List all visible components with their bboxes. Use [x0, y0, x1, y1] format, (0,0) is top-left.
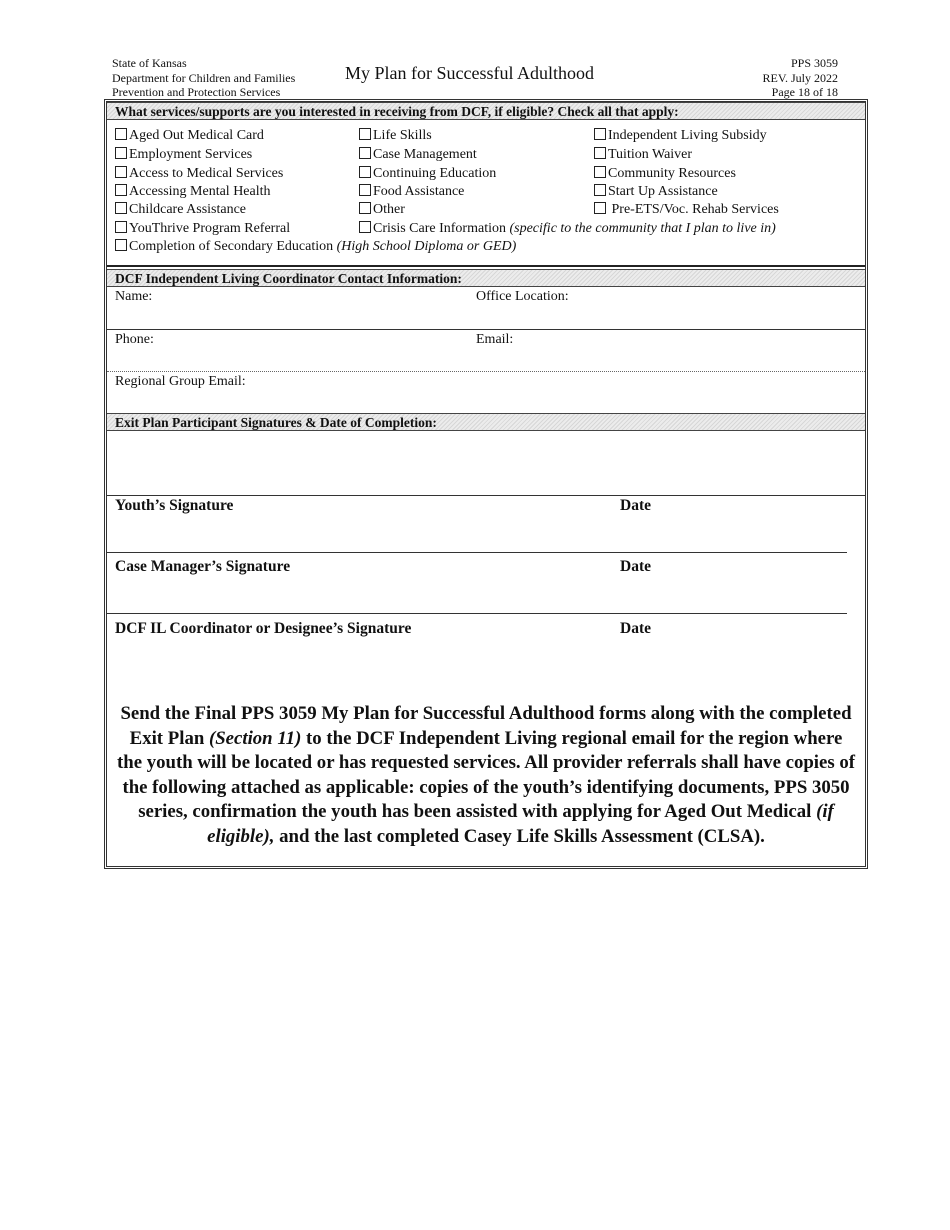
document-title: My Plan for Successful Adulthood — [345, 63, 594, 83]
youth-date-label: Date — [620, 497, 651, 514]
checkbox-box[interactable] — [594, 128, 606, 140]
checkbox-access-medical-services[interactable]: Access to Medical Services — [115, 165, 283, 182]
checkbox-box[interactable] — [594, 202, 606, 214]
checkbox-start-up-assistance[interactable]: Start Up Assistance — [594, 183, 718, 200]
checkbox-continuing-education[interactable]: Continuing Education — [359, 165, 496, 182]
checkbox-pre-ets-voc-rehab[interactable]: Pre-ETS/Voc. Rehab Services — [594, 201, 779, 218]
case-manager-date-label: Date — [620, 558, 651, 575]
signatures-heading: Exit Plan Participant Signatures & Date of Completion: — [107, 413, 865, 431]
checkbox-case-management[interactable]: Case Management — [359, 146, 477, 163]
coordinator-date-label: Date — [620, 620, 651, 637]
section-divider — [107, 265, 865, 267]
checkbox-community-resources[interactable]: Community Resources — [594, 165, 736, 182]
checkbox-employment-services[interactable]: Employment Services — [115, 146, 252, 163]
case-manager-signature-line — [107, 552, 847, 553]
checkbox-box[interactable] — [115, 128, 127, 140]
checkbox-box[interactable] — [115, 166, 127, 178]
checkbox-secondary-education[interactable]: Completion of Secondary Education (High School Diploma or GED) — [115, 238, 516, 255]
youth-signature-label: Youth’s Signature — [115, 497, 234, 514]
coordinator-heading: DCF Independent Living Coordinator Contact Information: — [107, 269, 865, 287]
checkbox-box[interactable] — [115, 147, 127, 159]
checkbox-box[interactable] — [115, 221, 127, 233]
checkbox-youthrive-referral[interactable]: YouThrive Program Referral — [115, 220, 290, 237]
row-divider — [107, 371, 865, 372]
department-label: Department for Children and Families — [112, 70, 296, 85]
form-number: PPS 3059 — [790, 56, 838, 70]
coordinator-signature-line — [107, 613, 847, 614]
name-field-label: Name: — [115, 289, 153, 304]
checkbox-box[interactable] — [594, 147, 606, 159]
checkbox-box[interactable] — [359, 166, 371, 178]
submission-instructions: Send the Final PPS 3059 My Plan for Successful Adulthood forms along with the completed Exit Plan (Section 11) to the DCF Independent Living regional email for the region where the youth will be located or has requested services. All provider referrals shall have copies of the following attached as applicable: copies of the youth’s identifying documents, PPS 3050 series, confirmation the youth has been assisted with applying for Aged Out Medical (if eligible), and the last completed Casey Life Skills Assessment (CLSA). — [117, 703, 855, 847]
checkbox-life-skills[interactable]: Life Skills — [359, 127, 432, 144]
checkbox-box[interactable] — [359, 147, 371, 159]
checkbox-box[interactable] — [359, 221, 371, 233]
case-manager-signature-label: Case Manager’s Signature — [115, 558, 291, 575]
checkbox-tuition-waiver[interactable]: Tuition Waiver — [594, 146, 692, 163]
row-divider — [107, 329, 865, 330]
youth-signature-line — [107, 495, 865, 496]
checkbox-box[interactable] — [359, 184, 371, 196]
division-label: Prevention and Protection Services — [112, 85, 281, 99]
office-location-label: Office Location: — [476, 289, 569, 304]
checkbox-independent-living-subsidy[interactable]: Independent Living Subsidy — [594, 127, 767, 144]
checkbox-aged-out-medical-card[interactable]: Aged Out Medical Card — [115, 127, 264, 144]
form-frame — [104, 99, 868, 869]
form-info — [763, 56, 838, 100]
checkbox-childcare-assistance[interactable]: Childcare Assistance — [115, 201, 246, 218]
page-number: Page 18 of 18 — [771, 85, 838, 99]
regional-email-label: Regional Group Email: — [115, 374, 246, 389]
services-heading: What services/supports are you interested in receiving from DCF, if eligible? Check all that apply: — [107, 102, 865, 120]
checkbox-box[interactable] — [594, 166, 606, 178]
agency-header — [112, 56, 295, 100]
email-field-label: Email: — [476, 332, 514, 347]
checkbox-crisis-care-information[interactable]: Crisis Care Information (specific to the community that I plan to live in) — [359, 220, 776, 237]
checkbox-box[interactable] — [115, 184, 127, 196]
checkbox-other[interactable]: Other — [359, 201, 405, 218]
checkbox-box[interactable] — [359, 128, 371, 140]
form-revision: REV. July 2022 — [762, 70, 838, 85]
checkbox-box[interactable] — [359, 202, 371, 214]
checkbox-box[interactable] — [115, 239, 127, 251]
checkbox-food-assistance[interactable]: Food Assistance — [359, 183, 464, 200]
checkbox-box[interactable] — [115, 202, 127, 214]
checkbox-accessing-mental-health[interactable]: Accessing Mental Health — [115, 183, 271, 200]
state-label: State of Kansas — [112, 56, 187, 70]
checkbox-box[interactable] — [594, 184, 606, 196]
phone-field-label: Phone: — [115, 332, 154, 347]
coordinator-signature-label: DCF IL Coordinator or Designee’s Signature — [115, 620, 412, 637]
